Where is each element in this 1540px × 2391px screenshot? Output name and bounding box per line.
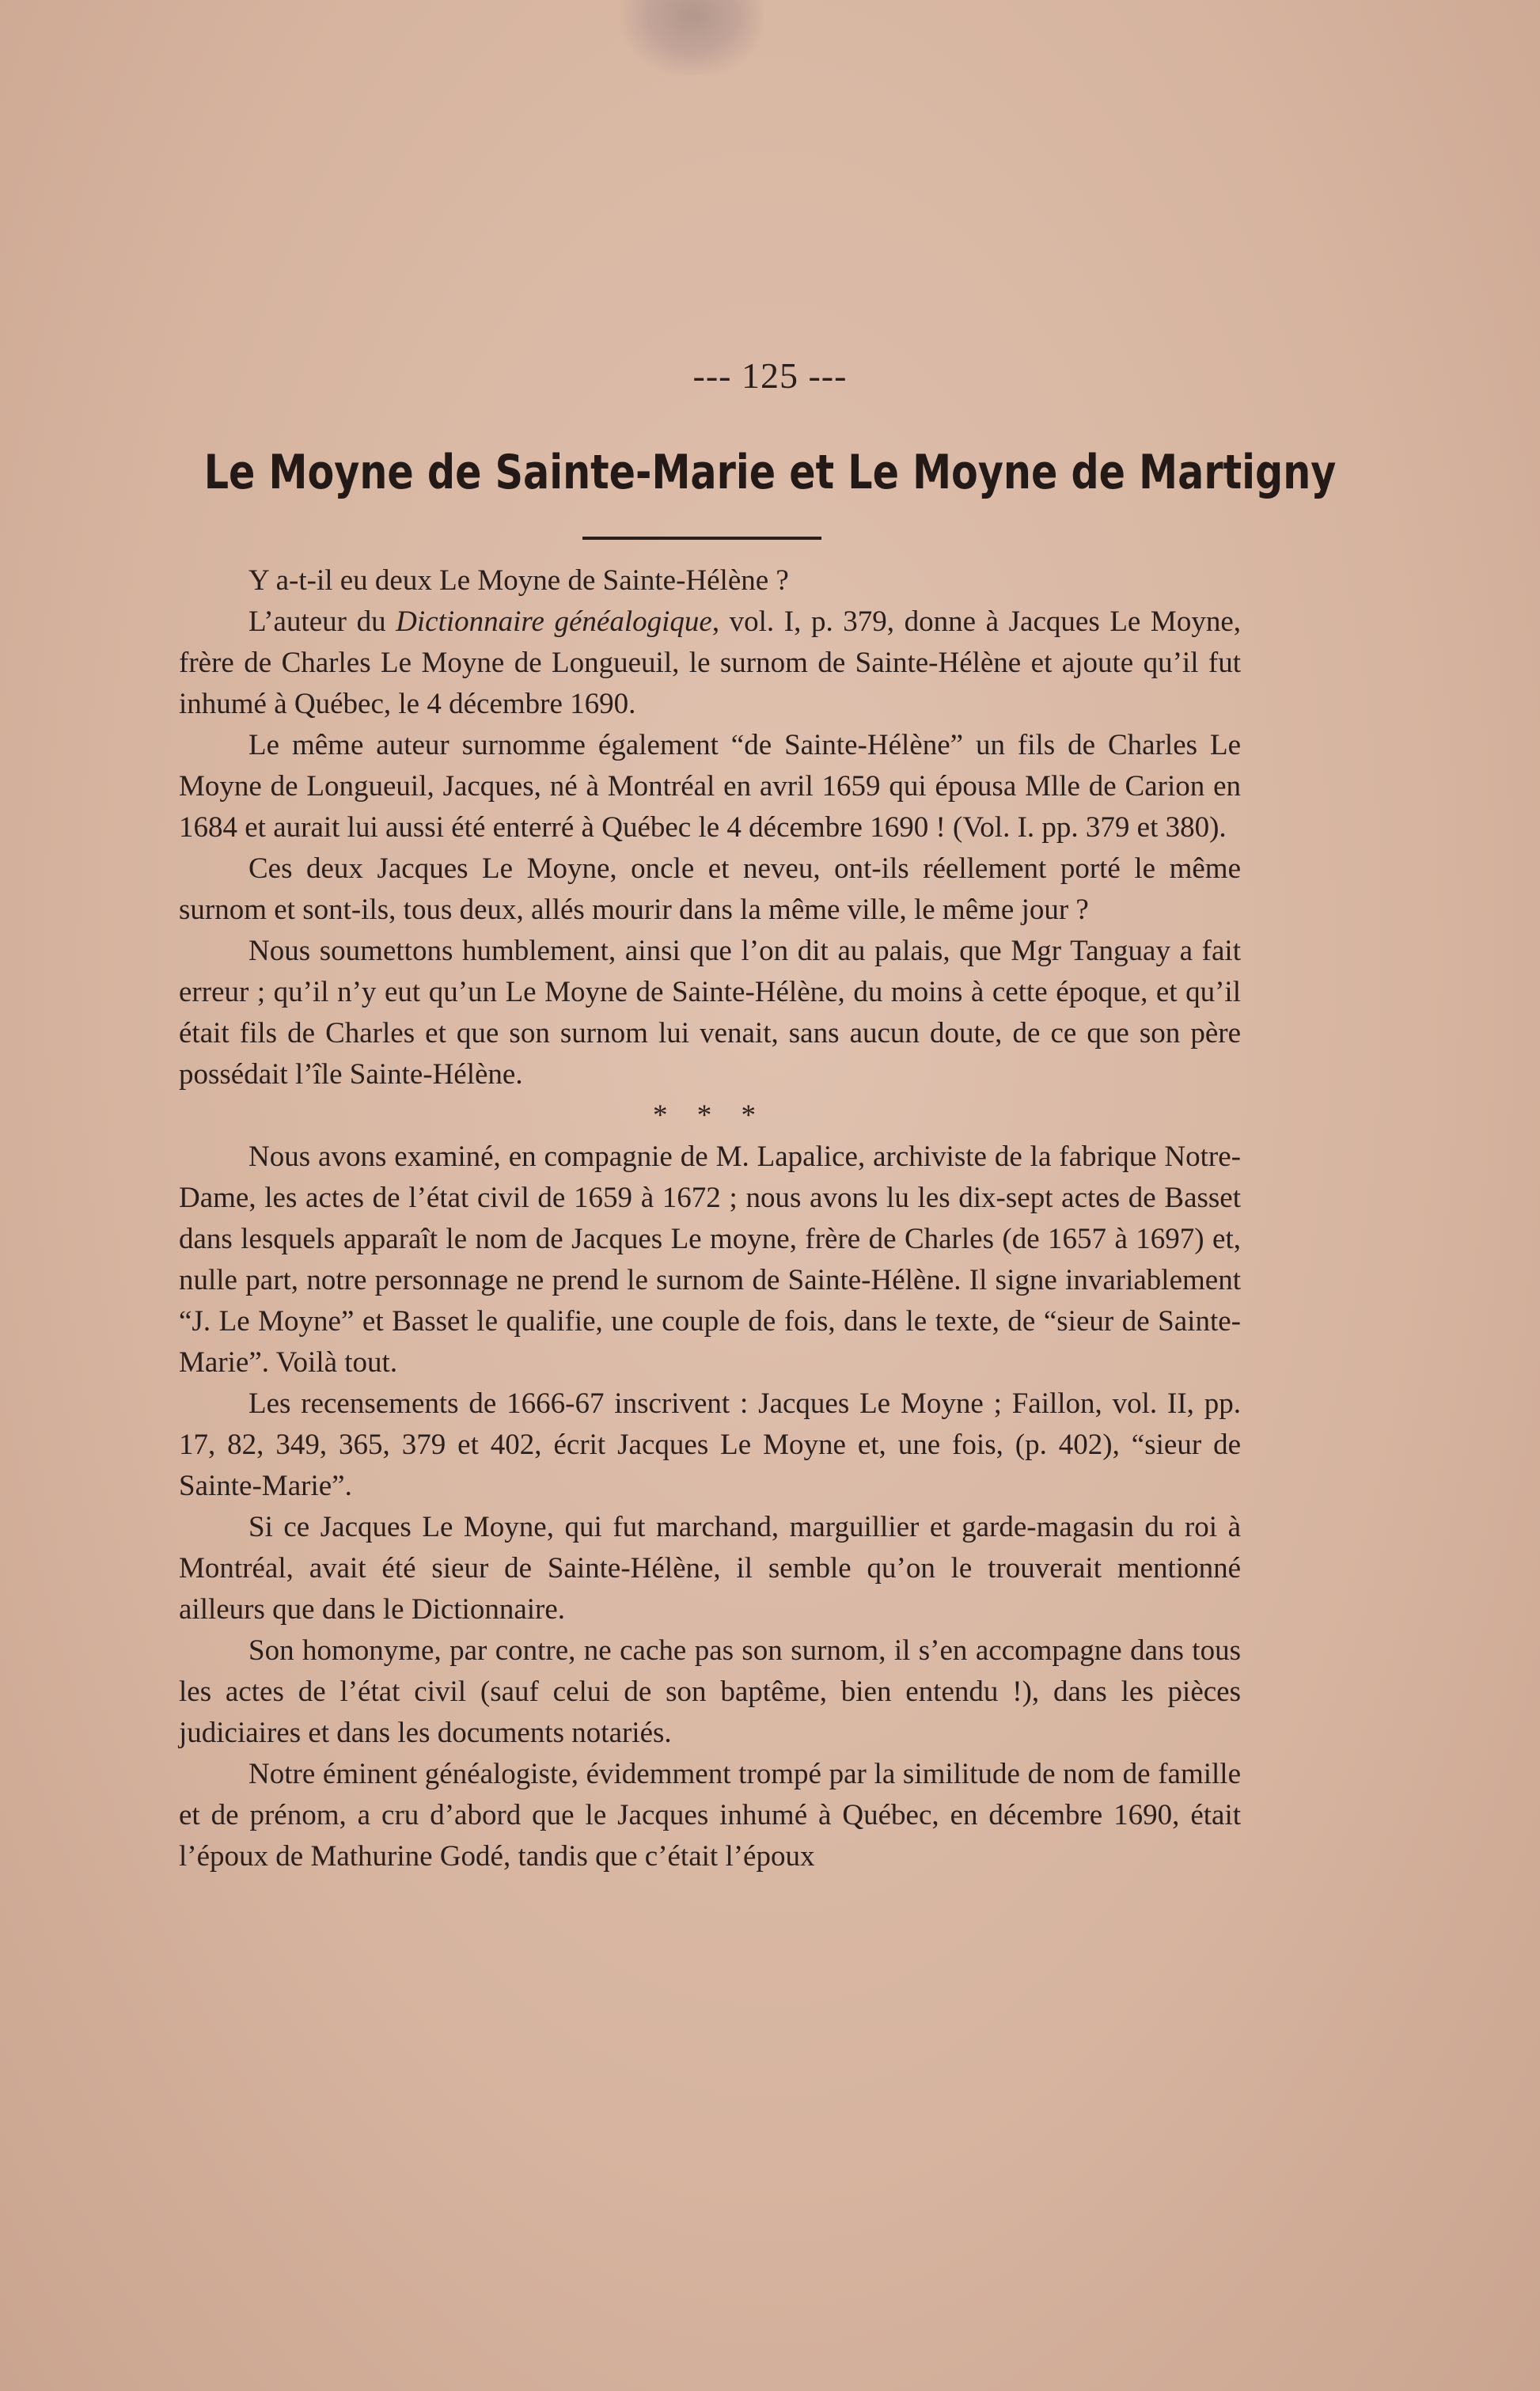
paragraph-2-part-1: L’auteur du bbox=[248, 605, 396, 638]
paragraph-2-part-2: , vol. I, p. 379, donne à Jacques Le Moyne, frère de Charles Le Moyne de Longueuil, le surnom de Sainte-Hélène et ajoute qu’il fut inhumé à Québec, le 4 décembre 1690. bbox=[179, 605, 1241, 720]
paragraph-3: Le même auteur surnomme également “de Sainte-Hélène” un fils de Charles Le Moyne de Longueuil, Jacques, né à Montréal en avril 1659 qui épousa Mlle de Carion en 1684 et aurait lui aussi été enterré à Québec le 4 décembre 1690 ! (Vol. I. pp. 379 et 380). bbox=[179, 729, 1241, 844]
paragraph-10: Notre éminent généalogiste, évidemment trompé par la similitude de nom de famille et de prénom, a cru d’abord que le Jacques inhumé à Québec, en décembre 1690, était l’époux de Mathurine Godé, tandis que c’était l’époux bbox=[179, 1758, 1241, 1873]
paragraph-1: Y a-t-il eu deux Le Moyne de Sainte-Hélène ? bbox=[248, 564, 789, 597]
dictionary-title-italic: Dictionnaire généalogique bbox=[396, 605, 712, 638]
paragraph-7: Les recensements de 1666-67 inscrivent : Jacques Le Moyne ; Faillon, vol. II, pp. 17, 82, 349, 365, 379 et 402, écrit Jacques Le Moyne et, une fois, (p. 402), “sieur de Sainte-Marie”. bbox=[179, 1387, 1241, 1502]
paper-stain bbox=[621, 0, 764, 75]
title-rule bbox=[582, 537, 821, 540]
article-body bbox=[179, 560, 1241, 1877]
paragraph-5: Nous soumettons humblement, ainsi que l’on dit au palais, que Mgr Tanguay a fait erreur ; qu’il n’y eut qu’un Le Moyne de Sainte-Hélène, du moins à cette époque, et qu’il était fils de Charles et que son surnom lui venait, sans aucun doute, de ce que son père possédait l’île Sainte-Hélène. bbox=[179, 935, 1241, 1091]
page-number: --- 125 --- bbox=[692, 355, 848, 396]
paragraph-8: Si ce Jacques Le Moyne, qui fut marchand, marguillier et garde-magasin du roi à Montréal, avait été sieur de Sainte-Hélène, il semble qu’on le trouverait mentionné ailleurs que dans le Dictionnaire. bbox=[179, 1511, 1241, 1626]
article-title: Le Moyne de Sainte-Marie et Le Moyne de Martigny bbox=[203, 445, 1337, 500]
paragraph-9: Son homonyme, par contre, ne cache pas son surnom, il s’en accompagne dans tous les actes de l’état civil (sauf celui de son baptême, bien entendu !), dans les pièces judiciaires et dans les documents notariés. bbox=[179, 1634, 1241, 1749]
paragraph-6: Nous avons examiné, en compagnie de M. Lapalice, archiviste de la fabrique Notre-Dame, les actes de l’état civil de 1659 à 1672 ; nous avons lu les dix-sept actes de Basset dans lesquels apparaît le nom de Jacques Le moyne, frère de Charles (de 1657 à 1697) et, nulle part, notre personnage ne prend le surnom de Sainte-Hélène. Il signe invariablement “J. Le Moyne” et Basset le qualifie, une couple de fois, dans le texte, de “sieur de Sainte-Marie”. Voilà tout. bbox=[179, 1140, 1241, 1379]
paragraph-4: Ces deux Jacques Le Moyne, oncle et neveu, ont-ils réellement porté le même surnom et sont-ils, tous deux, allés mourir dans la même ville, le même jour ? bbox=[179, 852, 1241, 926]
section-separator: * * * bbox=[653, 1099, 767, 1132]
paragraph-2 bbox=[179, 602, 1241, 725]
